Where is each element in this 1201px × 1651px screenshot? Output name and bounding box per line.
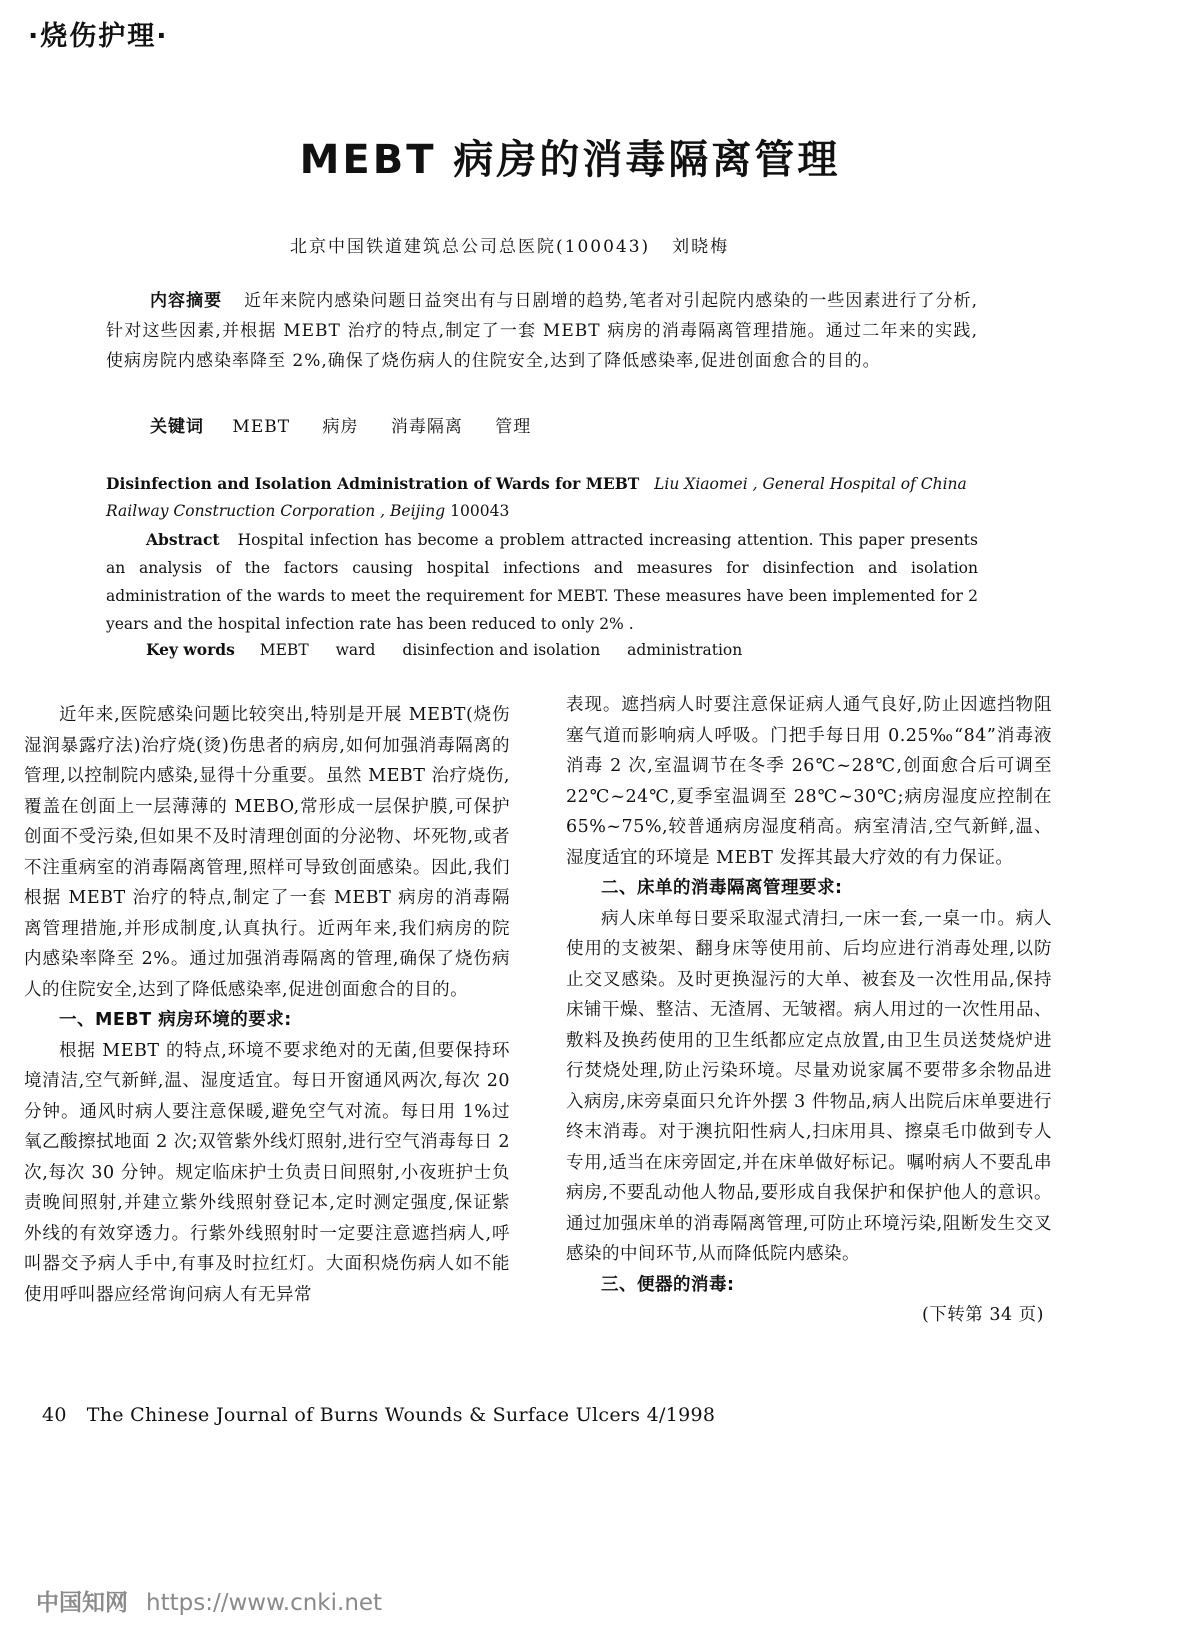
- english-title: Disinfection and Isolation Administration of Wards for MEBT: [106, 474, 640, 493]
- english-keywords-label: Key words: [146, 640, 235, 659]
- intro-paragraph: 近年来,医院感染问题比较突出,特别是开展 MEBT(烧伤湿润暴露疗法)治疗烧(烫)伤患者的病房,如何加强消毒隔离的管理,以控制院内感染,显得十分重要。虽然 MEBT 治疗烧伤,覆盖在创面上一层薄薄的 MEBO,常形成一层保护膜,可保护创面不受污染,但如果不及时清理创面的分泌物、坏死物,或者不注重病室的消毒隔离管理,照样可导致创面感染。因此,我们根据 MEBT 治疗的特点,制定了一套 MEBT 病房的消毒隔离管理措施,并形成制度,认真执行。近两年来,我们病房的院内感染率降至 2%。通过加强消毒隔离的管理,确保了烧伤病人的住院安全,达到了降低感染率,促进创面愈合的目的。: [24, 705, 510, 1000]
- english-abstract: [106, 526, 978, 638]
- chinese-abstract: [106, 286, 978, 376]
- english-author-info: Liu Xiaomei , General Hospital of China Railway Construction Corporation , Beijing: [106, 475, 967, 520]
- keyword: 消毒隔离: [390, 417, 463, 437]
- section-heading: 一、MEBT 病房环境的要求:: [59, 1010, 292, 1030]
- body-column-left: [24, 700, 510, 1310]
- cnki-watermark: [36, 1584, 382, 1617]
- author-line: [290, 232, 729, 257]
- keyword: MEBT: [232, 417, 291, 437]
- continued-note: (下转第 34 页): [921, 1305, 1044, 1325]
- journal-name: The Chinese Journal of Burns Wounds & Surface Ulcers 4/1998: [86, 1404, 716, 1426]
- keyword: 病房: [322, 417, 359, 437]
- keywords-label: 关键词: [150, 417, 204, 437]
- body-paragraph: 表现。遮挡病人时要注意保证病人通气良好,防止因遮挡物阻塞气道而影响病人呼吸。门把手每日用 0.25‰“84”消毒液消毒 2 次,室温调节在冬季 26℃~28℃,创面愈合后可调至 22℃~24℃,夏季室温调至 28℃~30℃;病房湿度应控制在 65%~75%,较普通病房湿度稍高。病室清洁,空气新鲜,温、湿度适宜的环境是 MEBT 发挥其最大疗效的有力保证。: [566, 695, 1052, 868]
- section-heading: 三、便器的消毒:: [601, 1274, 735, 1295]
- keyword: MEBT: [259, 641, 309, 659]
- cnki-url: https://www.cnki.net: [146, 1590, 383, 1616]
- english-abstract-text: Hospital infection has become a problem attracted increasing attention. This paper presents an analysis of the factors causing hospital infections and measures for disinfection and isolation administration of the wards to meet the requirement for MEBT. These measures have been implemented for 2 years and the hospital infection rate has been reduced to only 2% .: [106, 531, 978, 633]
- author-name: 刘晓梅: [672, 237, 730, 257]
- article-title: MEBT 病房的消毒隔离管理: [299, 137, 841, 183]
- abstract-label: 内容摘要: [150, 291, 223, 311]
- body-column-right: [566, 690, 1052, 1331]
- section-heading: 二、床单的消毒隔离管理要求:: [601, 878, 843, 898]
- keyword: administration: [627, 641, 743, 659]
- english-postcode: 100043: [450, 502, 510, 520]
- cnki-logo: 中国知网: [36, 1590, 128, 1616]
- affiliation: 北京中国铁道建筑总公司总医院(100043): [290, 237, 651, 257]
- chinese-keywords: [150, 412, 557, 437]
- section-tag: ·烧伤护理·: [28, 21, 169, 52]
- abstract-text: 近年来院内感染问题日益突出有与日剧增的趋势,笔者对引起院内感染的一些因素进行了分析,针对这些因素,并根据 MEBT 治疗的特点,制定了一套 MEBT 病房的消毒隔离管理措施。通过二年来的实践,使病房院内感染率降至 2%,确保了烧伤病人的住院安全,达到了降低感染率,促进创面愈合的目的。: [106, 291, 979, 371]
- body-paragraph: 病人床单每日要采取湿式清扫,一床一套,一桌一巾。病人使用的支被架、翻身床等使用前、后均应进行消毒处理,以防止交叉感染。及时更换湿污的大单、被套及一次性用品,保持床铺干燥、整洁、无渣屑、无皱褶。病人用过的一次性用品、敷料及换药使用的卫生纸都应定点放置,由卫生员送焚烧炉进行焚烧处理,防止污染环境。尽量劝说家属不要带多余物品进入病房,床旁桌面只允许外摆 3 件物品,病人出院后床单要进行终末消毒。对于澳抗阳性病人,扫床用具、擦桌毛巾做到专人专用,适当在床旁固定,并在床单做好标记。嘱咐病人不要乱串病房,不要乱动他人物品,要形成自我保护和保护他人的意识。通过加强床单的消毒隔离管理,可防止环境污染,阻断发生交叉感染的中间环节,从而降低院内感染。: [566, 908, 1052, 1264]
- keyword: disinfection and isolation: [402, 641, 601, 659]
- body-paragraph: 根据 MEBT 的特点,环境不要求绝对的无菌,但要保持环境清洁,空气新鲜,温、湿度适宜。每日开窗通风两次,每次 20 分钟。通风时病人要注意保暖,避免空气对流。每日用 1%过氧乙酸擦拭地面 2 次;双管紫外线灯照射,进行空气消毒每日 2 次,每次 30 分钟。规定临床护士负责日间照射,小夜班护士负责晚间照射,并建立紫外线照射登记本,定时测定强度,保证紫外线的有效穿透力。行紫外线照射时一定要注意遮挡病人,呼叫器交予病人手中,有事及时拉红灯。大面积烧伤病人如不能使用呼叫器应经常询问病人有无异常: [24, 1040, 510, 1305]
- english-abstract-label: Abstract: [146, 530, 220, 549]
- page-number: 40: [42, 1404, 67, 1426]
- page-footer: [42, 1404, 715, 1426]
- english-title-block: [106, 470, 978, 525]
- keyword: 管理: [495, 417, 532, 437]
- english-keywords: [146, 640, 764, 659]
- keyword: ward: [335, 641, 376, 659]
